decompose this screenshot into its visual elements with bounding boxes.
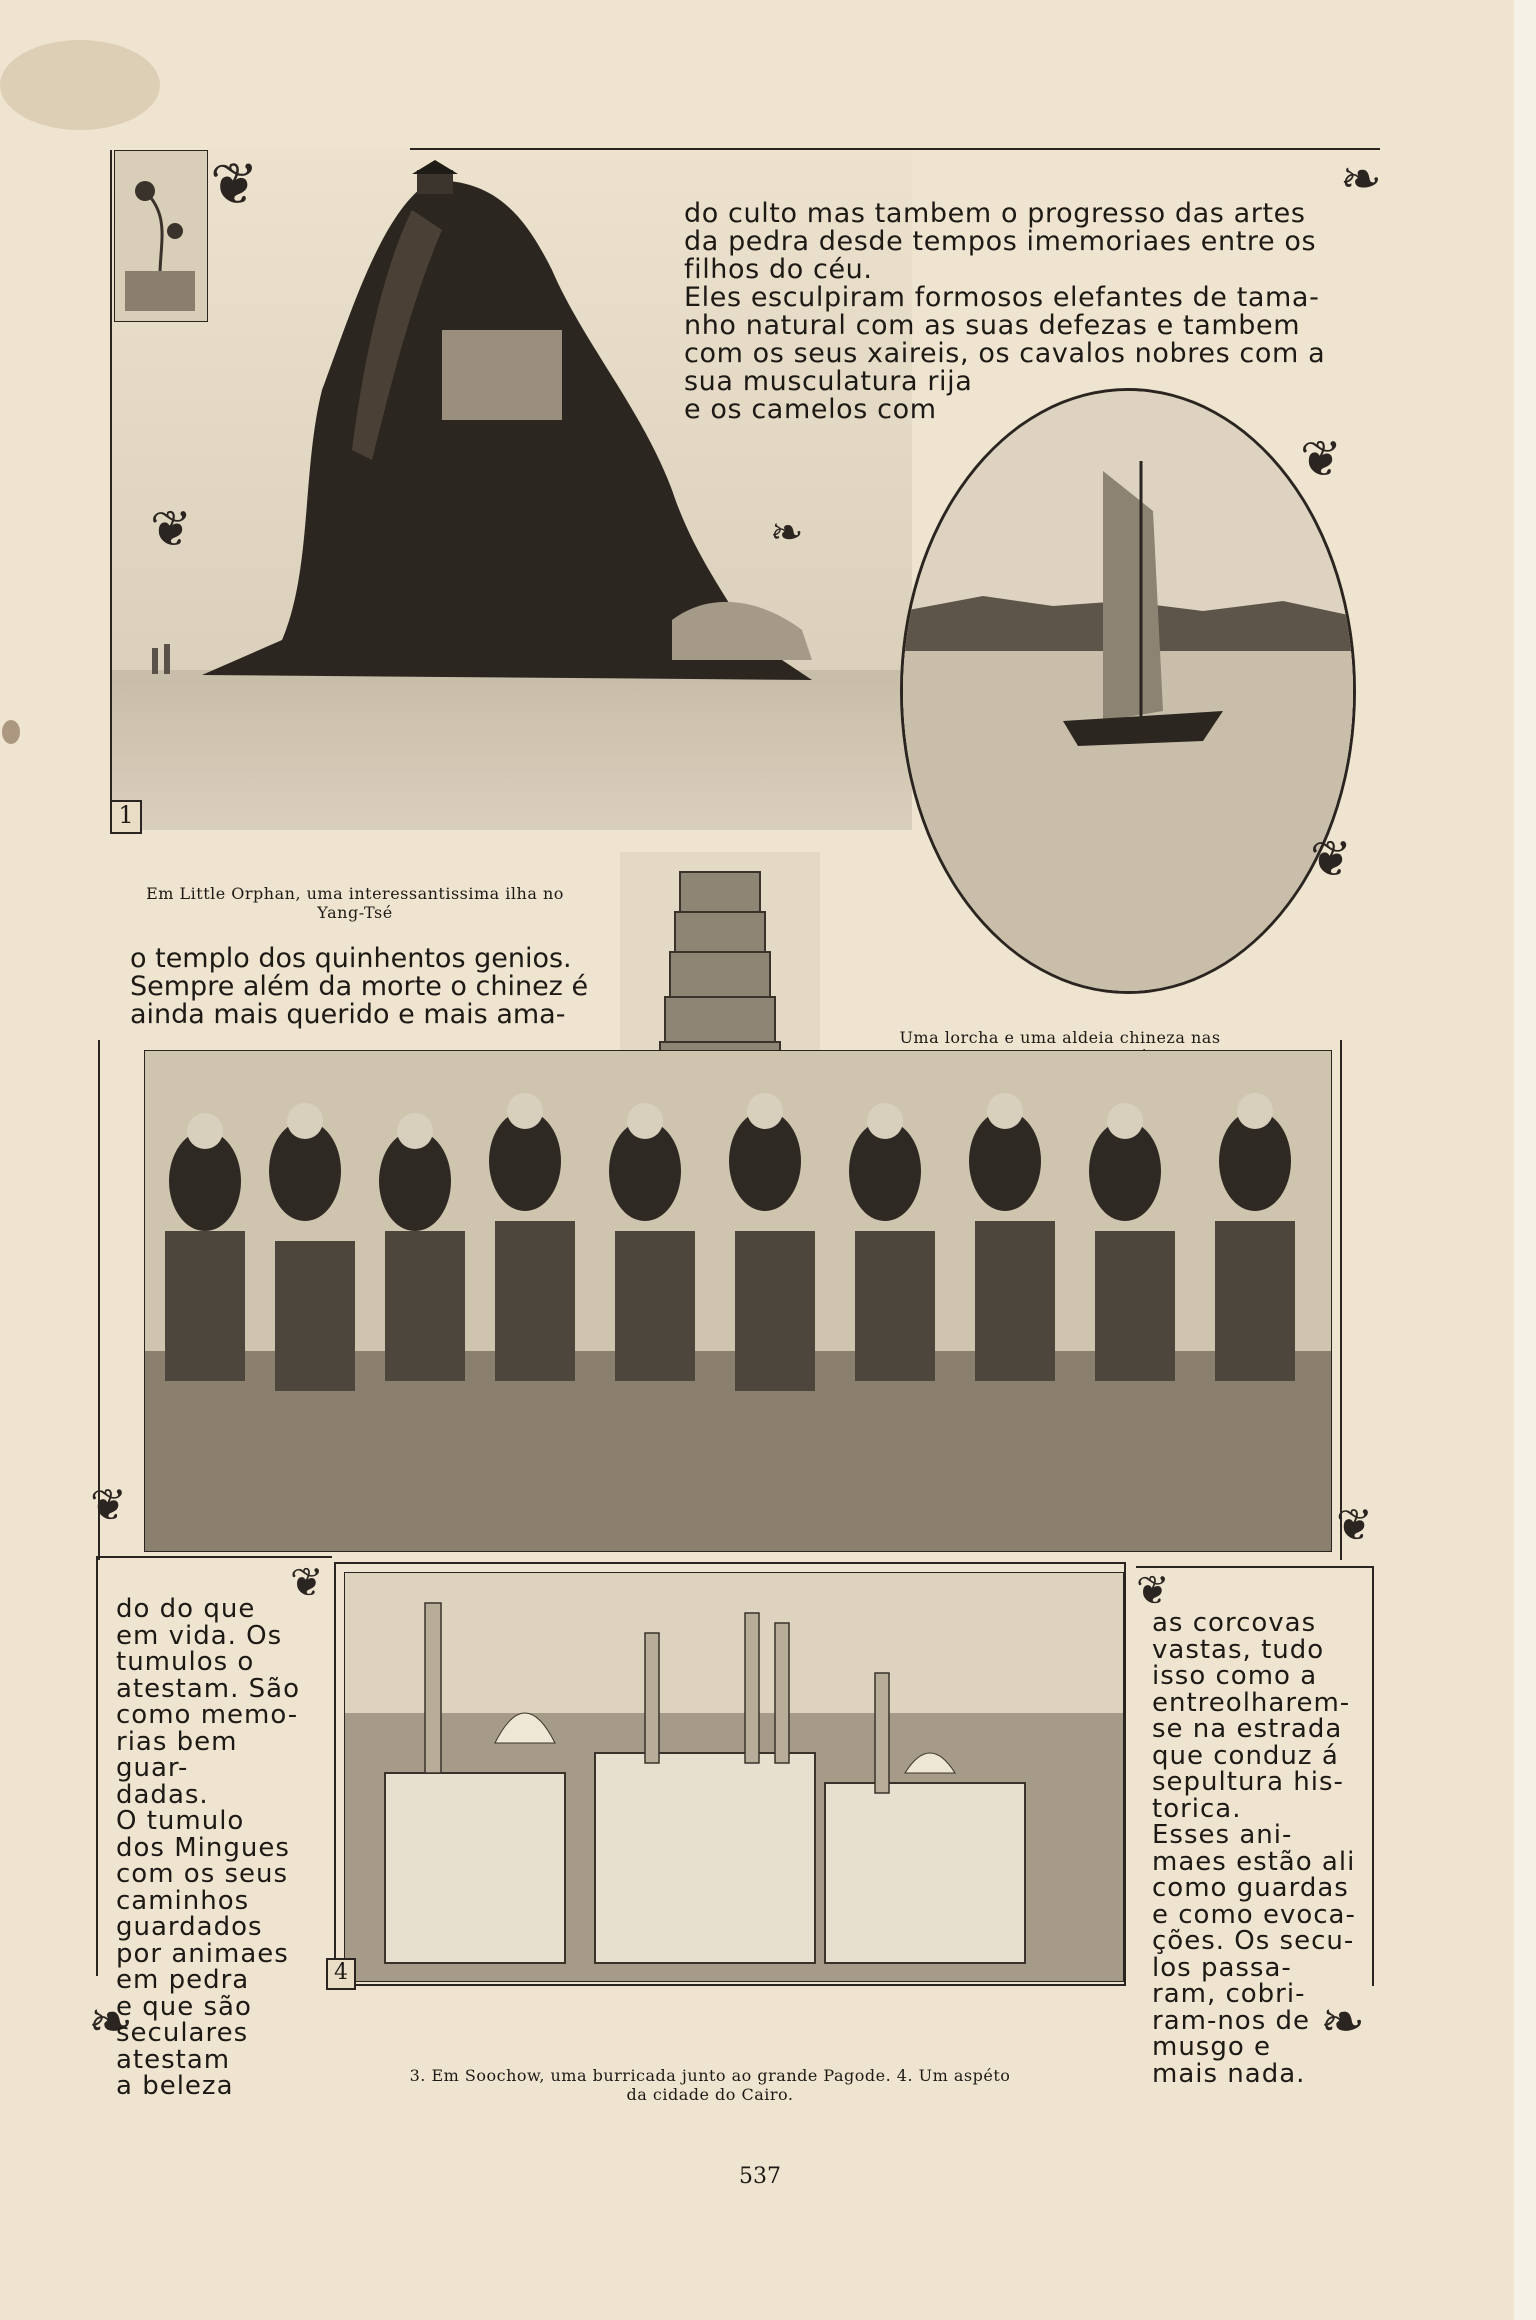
stain-left xyxy=(2,720,20,744)
article-text-top: do culto mas tambem o progresso das artes da pedra desde tempos imemoriaes entre os filhos do céu. Eles esculpiram formosos elefantes de tama- nho natural com as suas defezas e tambem com os seus xaireis, os cavalos nobres com a sua musculatura rija e os camelos com xyxy=(684,198,1326,425)
article-text-middle: o templo dos quinhentos genios. Sempre além da morte o chinez é ainda mais querido e mais ama- xyxy=(130,943,589,1030)
flourish-left-col-icon: ❦ xyxy=(290,1560,324,1606)
flourish-right-icon: ❦ xyxy=(1300,430,1342,488)
figure-number-4: 4 xyxy=(326,1958,356,1990)
article-text-left-column: do do que em vida. Os tumulos o atestam. São como memo- rias bem guar- dadas. O tumulo dos Mingues com os seus caminhos guardados por animaes em pedra e que são seculares atestam a beleza xyxy=(116,1594,300,2101)
donkey-illustration xyxy=(145,1051,1331,1551)
photo-donkey-ride-soochow xyxy=(144,1050,1332,1552)
flourish-left-icon: ❦ xyxy=(150,500,192,558)
left-column-frame xyxy=(96,1556,332,1558)
flourish-left-base-icon: ❧ xyxy=(88,1990,134,2053)
vignette-illustration xyxy=(115,151,207,321)
caption-lorcha: Uma lorcha e uma aldeia chineza nas xyxy=(899,1028,1221,1047)
flourish-right-mid-icon: ❦ xyxy=(1310,830,1352,888)
flourish-top-left-icon: ❦ xyxy=(210,150,259,218)
photo-lorcha-boat xyxy=(900,388,1356,994)
right-column-frame xyxy=(1136,1566,1372,1568)
left-column-frame-side xyxy=(96,1556,98,1976)
caption-little-orphan: Em Little Orphan, uma interessantissima ilha no Yang-Tsé xyxy=(146,884,564,922)
flourish-right-base-icon: ❧ xyxy=(1320,1990,1366,2053)
vignette-flowers xyxy=(114,150,208,322)
stain-top-left xyxy=(0,40,160,130)
flourish-right-bottom-icon: ❦ xyxy=(1336,1500,1373,1551)
left-frame-line xyxy=(110,150,112,830)
paper-edge xyxy=(1514,0,1536,2320)
top-frame-line xyxy=(410,148,1380,150)
flourish-right-col-icon: ❦ xyxy=(1136,1568,1170,1614)
right-column-frame-side xyxy=(1372,1566,1374,1986)
article-text-right-column: as corcovas vastas, tudo isso como a entreolharem- se na estrada que conduz á sepultura his- torica. Esses ani- maes estão ali como guardas e como evoca- ções. Os secu- los passa- ram, cobri- ram-nos de musgo e mais nada. xyxy=(1152,1608,1356,2089)
caption-soochow-cairo: 3. Em Soochow, uma burricada junto ao grande Pagode. 4. Um aspéto da cidade do Cairo. xyxy=(409,2066,1011,2104)
cairo-illustration xyxy=(345,1573,1123,1981)
photo-cairo xyxy=(344,1572,1124,1982)
donkey-photo-frame-right xyxy=(1340,1040,1342,1560)
flourish-mid-icon: ❧ xyxy=(770,510,804,556)
page-number: 537 xyxy=(739,2164,781,2189)
figure-number-1: 1 xyxy=(110,800,142,834)
boat-illustration xyxy=(903,391,1353,991)
flourish-left-bottom-icon: ❦ xyxy=(90,1480,127,1531)
flourish-top-right-icon: ❧ xyxy=(1340,150,1382,208)
